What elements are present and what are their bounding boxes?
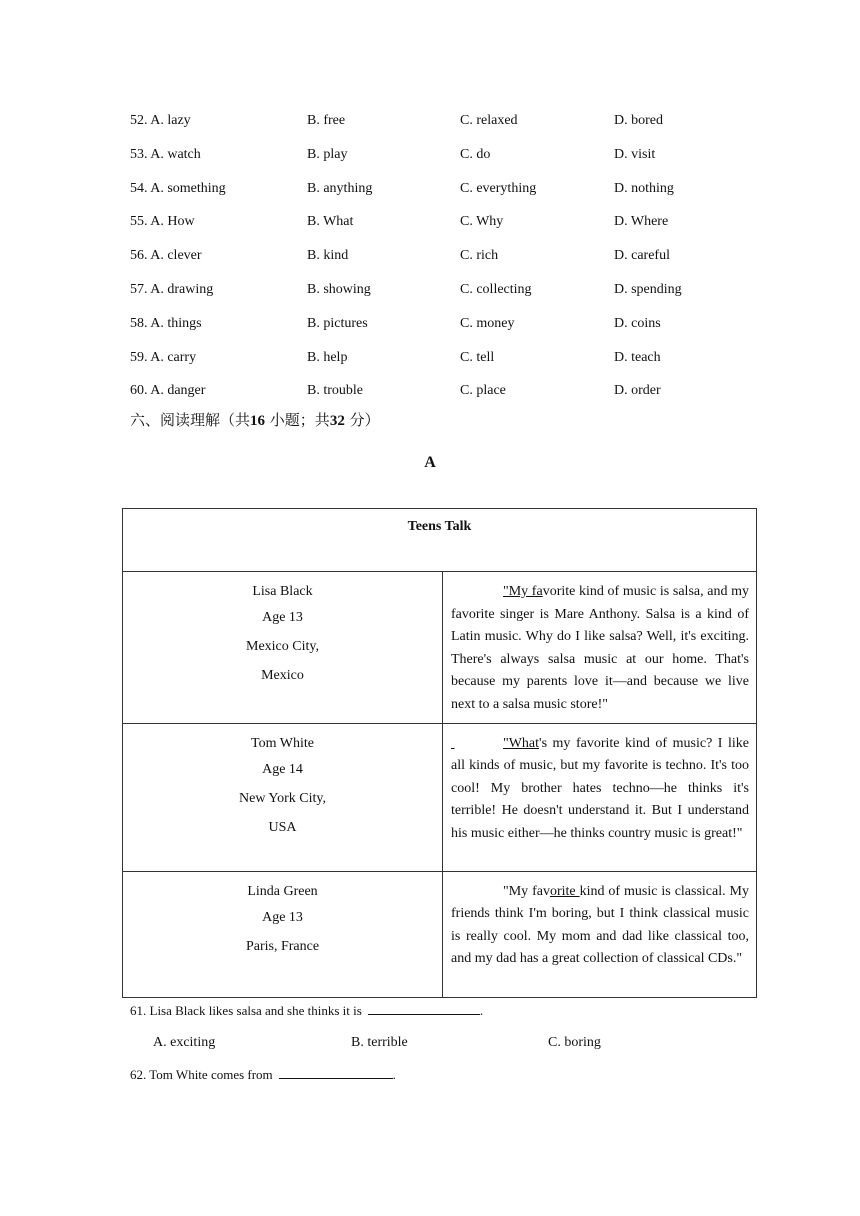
option-c: C. money <box>460 315 515 331</box>
quote-text-start: "My fav <box>503 883 550 899</box>
quote-cell <box>443 871 757 997</box>
person-name: Tom White <box>251 735 314 751</box>
quote-cell <box>443 723 757 871</box>
answer-blank[interactable] <box>368 1002 480 1015</box>
option-a: 52. A. lazy <box>130 113 191 128</box>
section-prefix: 六、阅读理解（共 <box>130 411 251 429</box>
option-b: B. help <box>307 349 348 365</box>
q61-option-b: B. terrible <box>351 1035 408 1050</box>
option-row-55 <box>130 212 770 246</box>
option-row-54 <box>130 179 770 213</box>
indent <box>451 733 503 756</box>
option-c: C. Why <box>460 214 504 230</box>
option-d: D. nothing <box>614 180 674 196</box>
table-title: Teens Talk <box>123 509 757 572</box>
option-b: B. trouble <box>307 383 363 399</box>
option-c: C. tell <box>460 349 495 365</box>
option-a: 58. A. things <box>130 315 202 331</box>
person-country: Mexico <box>261 668 304 683</box>
option-b: B. kind <box>307 248 349 264</box>
table-row <box>123 723 757 871</box>
person-cell <box>123 572 443 724</box>
option-d: D. Where <box>614 214 669 230</box>
question-62-text: 62. Tom White comes from <box>130 1067 273 1082</box>
section-suffix: 分） <box>349 411 380 429</box>
q61-option-c: C. boring <box>548 1035 601 1050</box>
option-b: B. play <box>307 146 348 162</box>
option-c: C. relaxed <box>460 113 518 128</box>
option-d: D. visit <box>614 146 656 162</box>
quote-cell <box>443 572 757 724</box>
option-row-59 <box>130 348 770 382</box>
option-d: D. order <box>614 383 661 399</box>
option-row-56 <box>130 246 770 280</box>
option-d: D. spending <box>614 281 682 297</box>
person-cell <box>123 723 443 871</box>
section-heading <box>130 409 380 432</box>
option-c: C. place <box>460 383 506 399</box>
option-c: C. do <box>460 146 491 162</box>
person-name: Linda Green <box>247 883 318 899</box>
quote-underlined: "My fa <box>503 584 543 599</box>
cloze-options <box>130 111 770 415</box>
option-a: 55. A. How <box>130 214 195 230</box>
table-row <box>123 871 757 997</box>
option-a: 59. A. carry <box>130 349 197 365</box>
option-row-58 <box>130 314 770 348</box>
option-b: B. free <box>307 113 346 128</box>
quote-text: vorite kind of music is salsa, and my favorite singer is Mare Anthony. Salsa is a kind of Latin music. Why do I like salsa? Well, it's exciting. There's always salsa music at our home. That's because my parents love it—and because we live next to a salsa music store!" <box>451 584 749 712</box>
option-row-57 <box>130 280 770 314</box>
option-a: 56. A. clever <box>130 248 202 264</box>
person-cell <box>123 871 443 997</box>
quote-underlined: "What <box>503 735 540 751</box>
person-age: Age 14 <box>262 761 303 777</box>
person-place: Paris, France <box>245 938 320 954</box>
option-c: C. everything <box>460 180 537 196</box>
option-d: D. careful <box>614 248 670 264</box>
option-d: D. teach <box>614 349 661 365</box>
person-age: Age 13 <box>262 909 303 925</box>
table-header-row <box>123 509 757 572</box>
option-b: B. What <box>307 214 354 230</box>
option-d: D. bored <box>614 113 663 128</box>
option-b: B. pictures <box>307 315 368 331</box>
answer-blank[interactable] <box>279 1066 393 1079</box>
section-mid: 小题；共 <box>269 411 330 429</box>
passage-letter: A <box>424 454 436 471</box>
option-c: C. rich <box>460 248 499 264</box>
person-place: New York City, <box>239 790 326 806</box>
option-a: 57. A. drawing <box>130 281 214 297</box>
teens-talk-table <box>122 508 757 998</box>
quote-text: kind of music is classical. My friends think I'm boring, but I think classical music is really cool. My mom and dad like classical too, and my dad has a great collection of classical CDs." <box>451 883 750 967</box>
option-a: 53. A. watch <box>130 146 201 162</box>
person-name: Lisa Black <box>252 584 313 599</box>
person-age: Age 13 <box>262 610 303 625</box>
option-a: 60. A. danger <box>130 383 206 399</box>
table-row <box>123 572 757 724</box>
section-score: 32 <box>329 413 345 429</box>
option-a: 54. A. something <box>130 180 226 196</box>
question-count: 16 <box>250 413 266 429</box>
question-62: 62. Tom White comes from . <box>130 1067 396 1082</box>
option-row-53 <box>130 145 770 179</box>
quote-text: 's my favorite kind of music? I like all kinds of music, but my favorite is techno. It's too cool! My brother hates techno—he thinks it's terrible! He doesn't understand it. But I understand his music either—he thinks country music is great!" <box>451 735 749 841</box>
question-61-text: 61. Lisa Black likes salsa and she thinks it is <box>130 1003 362 1018</box>
option-d: D. coins <box>614 315 661 331</box>
q61-option-a: A. exciting <box>153 1035 216 1050</box>
quote-underlined: orite <box>549 883 580 899</box>
option-b: B. anything <box>307 180 373 196</box>
option-row-52 <box>130 111 770 145</box>
question-61: 61. Lisa Black likes salsa and she thinks it is . <box>130 1003 484 1018</box>
person-country: USA <box>268 819 297 835</box>
person-place: Mexico City, <box>246 639 319 654</box>
option-c: C. collecting <box>460 281 532 297</box>
option-b: B. showing <box>307 281 371 297</box>
